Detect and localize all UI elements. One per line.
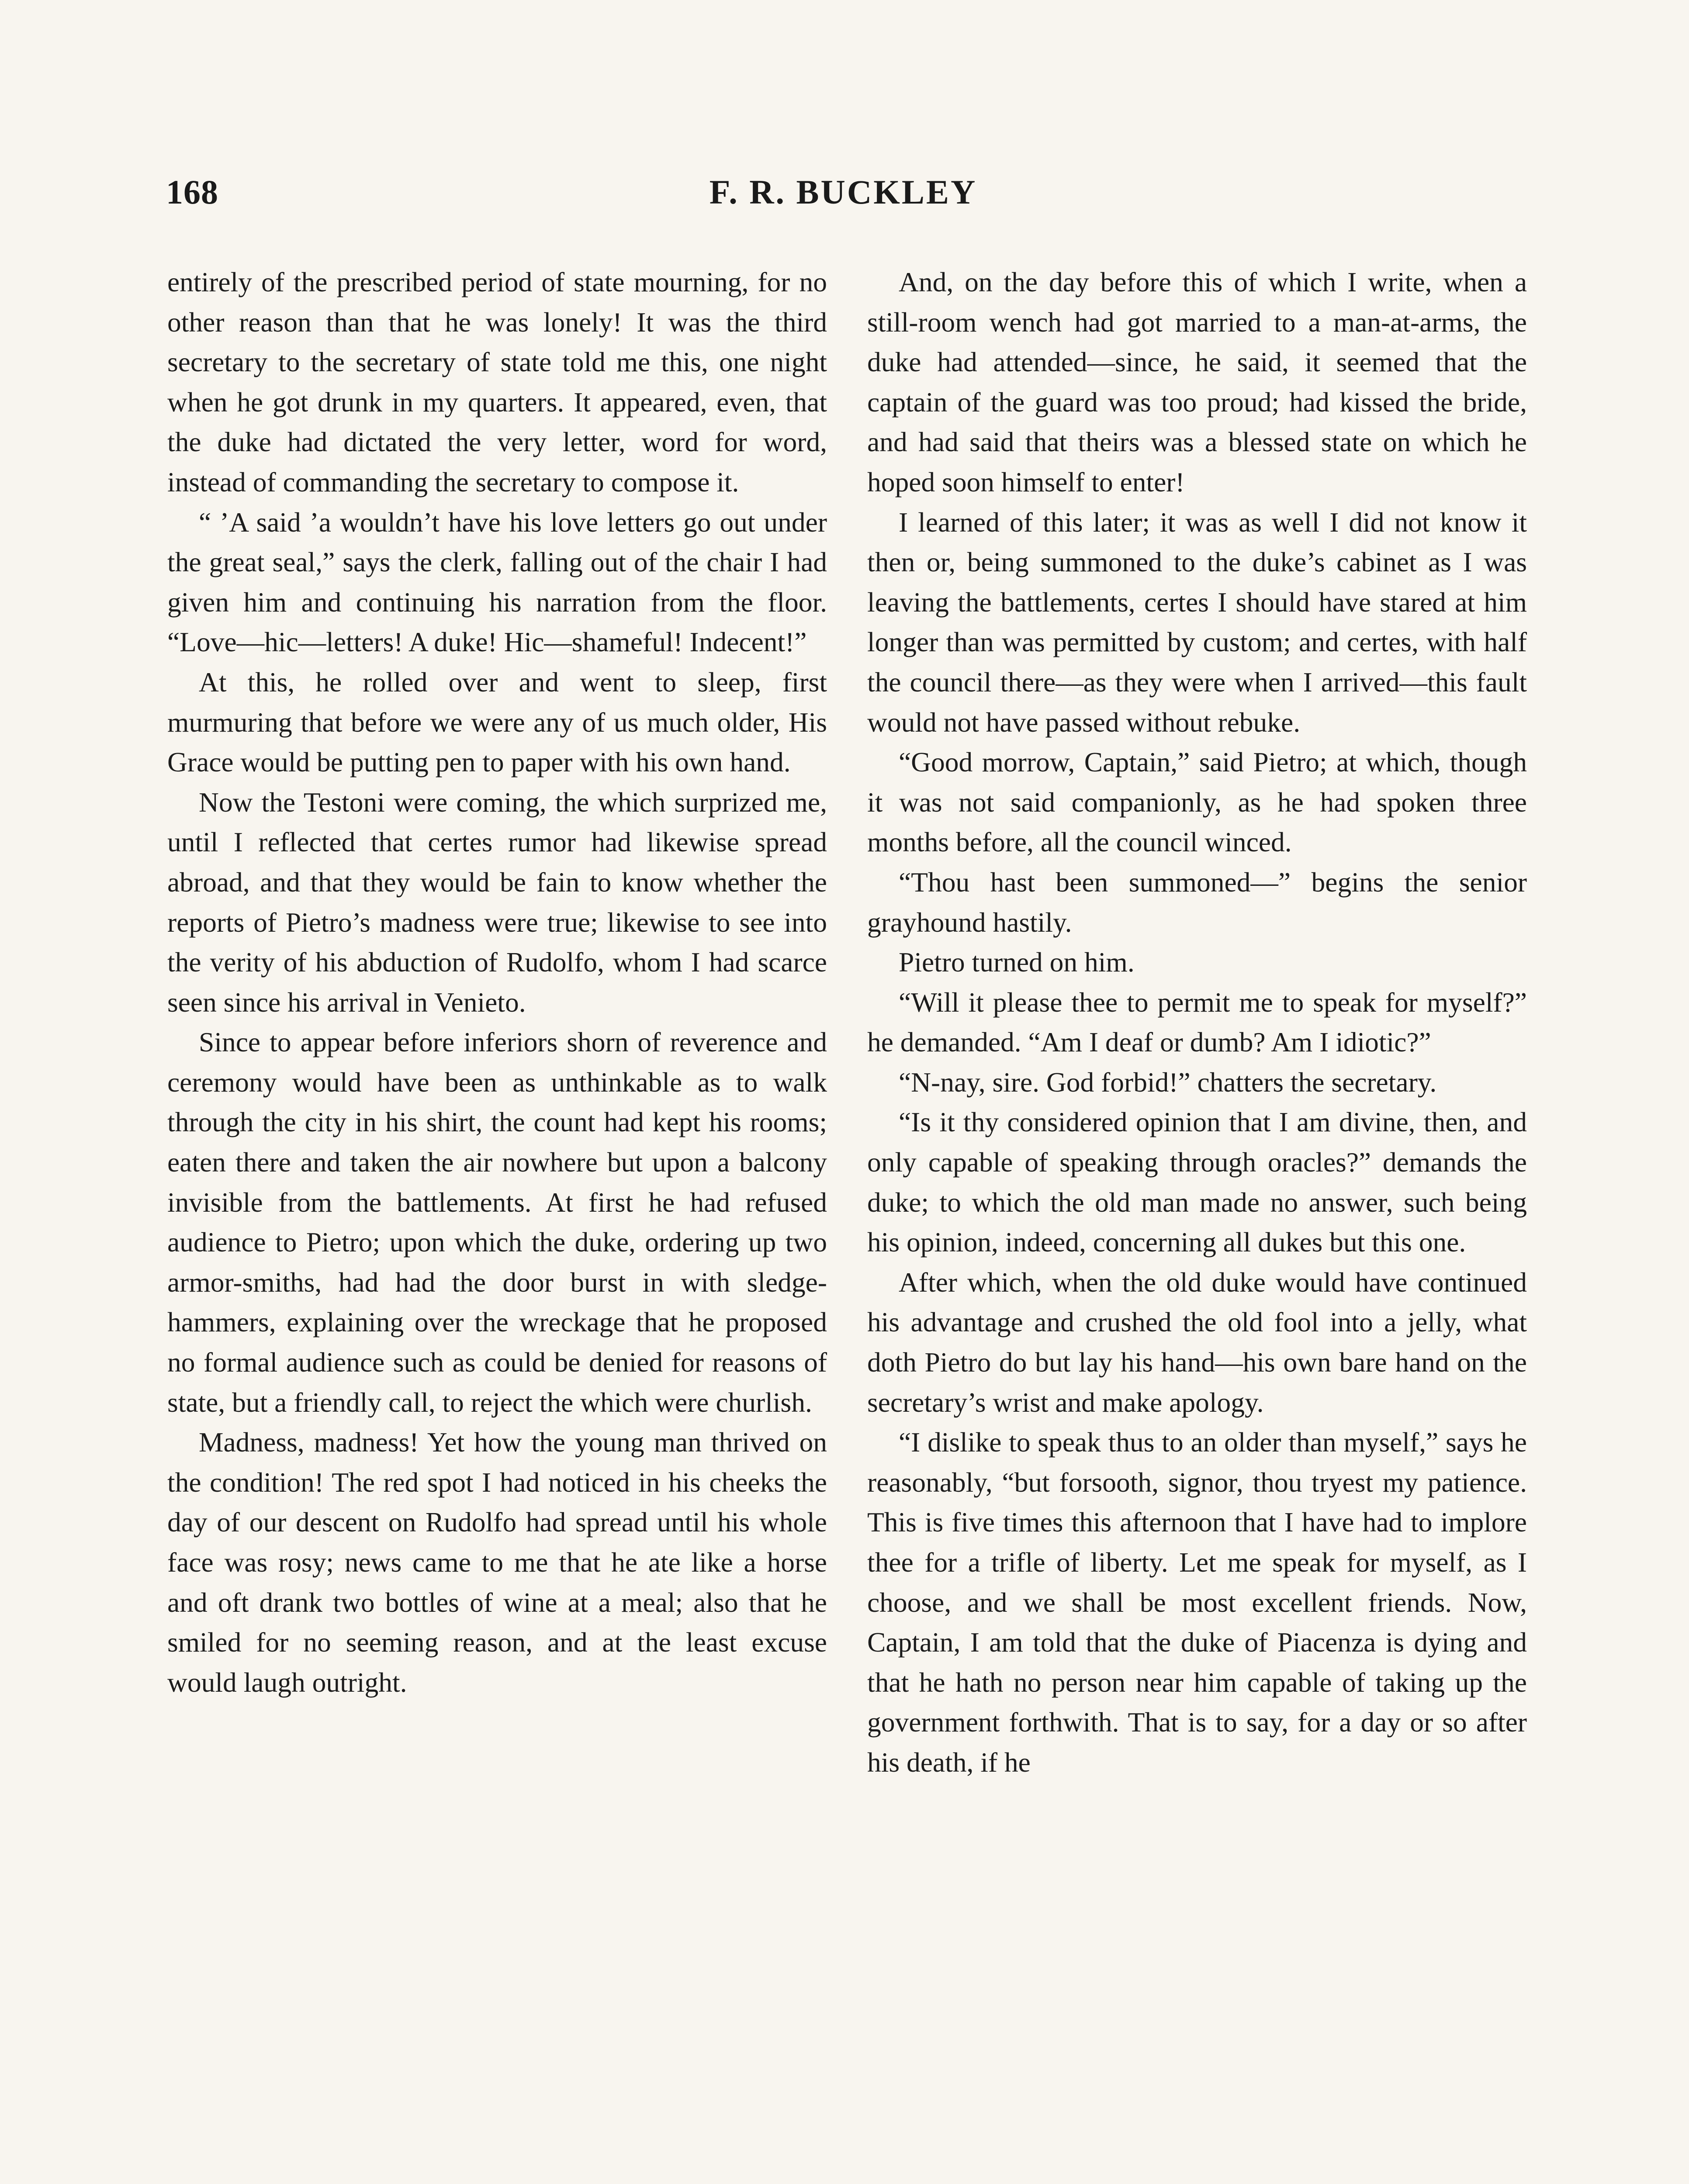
paragraph: “Will it please thee to permit me to speak for myself?” he demanded. “Am I deaf or dumb? Am I idiotic?” bbox=[867, 986, 1527, 1058]
page-header bbox=[166, 173, 1520, 234]
paragraph: “I dislike to speak thus to an older than myself,” says he reasonably, “but forsooth, signor, thou tryest my patience. This is five times this afternoon that I have had to implore thee for a trifle of liberty. Let me speak for myself, as I choose, and we shall be most excellent friends. Now, Captain, I am told that the duke of Piacenza is dying and that he hath no person near him capable of taking up the government forthwith. That is to say, for a day or so after his death, if he bbox=[867, 1427, 1527, 1778]
page-number: 168 bbox=[166, 173, 218, 211]
paragraph: After which, when the old duke would have continued his advantage and crushed the old fool into a jelly, what doth Pietro do but lay his hand—his own bare hand on the secretary’s wrist and make apology. bbox=[867, 1266, 1527, 1418]
paragraph: And, on the day before this of which I write, when a still-room wench had got married to a man-at-arms, the duke had attended—since, he said, it seemed that the captain of the guard was too proud; had kissed the bride, and had said that theirs was a blessed state on which he hoped soon himself to enter! bbox=[867, 266, 1527, 498]
running-head: F. R. BUCKLEY bbox=[709, 173, 977, 211]
paragraph: At this, he rolled over and went to sleep, first murmuring that before we were any of us much older, His Grace would be putting pen to paper with his own hand. bbox=[167, 666, 827, 778]
left-column bbox=[167, 262, 827, 1702]
right-column bbox=[867, 262, 1527, 1783]
paragraph: I learned of this later; it was as well I did not know it then or, being summoned to the duke’s cabinet as I was leaving the battlements, certes I should have stared at him longer than was permitted by custom; and certes, with half the council there—as they were when I arrived—this fault would not have passed without rebuke. bbox=[867, 506, 1527, 738]
paragraph: Pietro turned on him. bbox=[899, 947, 1135, 978]
paragraph: entirely of the prescribed period of state mourning, for no other reason than that he was lonely! It was the third secretary to the secretary of state told me this, one night when he got drunk in my quarters. It appeared, even, that the duke had dictated the very letter, word for word, instead of commanding the secretary to compose it. bbox=[167, 266, 827, 498]
paragraph: Since to appear before inferiors shorn of reverence and ceremony would have been as unthinkable as to walk through the city in his shirt, the count had kept his rooms; eaten there and taken the air nowhere but upon a balcony invisible from the battlements. At first he had refused audience to Pietro; upon which the duke, ordering up two armor-smiths, had had the door burst in with sledge-hammers, explaining over the wreckage that he proposed no formal audience such as could be denied for reasons of state, but a friendly call, to reject the which were churlish. bbox=[167, 1026, 827, 1418]
paragraph: “N-nay, sire. God forbid!” chatters the secretary. bbox=[899, 1066, 1437, 1098]
paragraph: “ ’A said ’a wouldn’t have his love letters go out under the great seal,” says the clerk, falling out of the chair I had given him and continuing his narration from the floor. “Love—hic—letters! A duke! Hic—shameful! Indecent!” bbox=[167, 506, 827, 658]
paragraph: “Thou hast been summoned—” begins the senior grayhound hastily. bbox=[867, 866, 1527, 938]
paragraph: Now the Testoni were coming, the which surprized me, until I reflected that certes rumor had likewise spread abroad, and that they would be fain to know whether the reports of Pietro’s madness were true; likewise to see into the verity of his abduction of Rudolfo, whom I had scarce seen since his arrival in Venieto. bbox=[167, 786, 827, 1018]
paragraph: “Is it thy considered opinion that I am divine, then, and only capable of speaking through oracles?” demands the duke; to which the old man made no answer, such being his opinion, indeed, concerning all dukes but this one. bbox=[867, 1106, 1527, 1258]
paragraph: “Good morrow, Captain,” said Pietro; at which, though it was not said companionly, as he had spoken three months before, all the council winced. bbox=[867, 746, 1527, 858]
paragraph: Madness, madness! Yet how the young man thrived on the condition! The red spot I had noticed in his cheeks the day of our descent on Rudolfo had spread until his whole face was rosy; news came to me that he ate like a horse and oft drank two bottles of wine at a meal; also that he smiled for no seeming reason, and at the least excuse would laugh outright. bbox=[167, 1427, 827, 1698]
